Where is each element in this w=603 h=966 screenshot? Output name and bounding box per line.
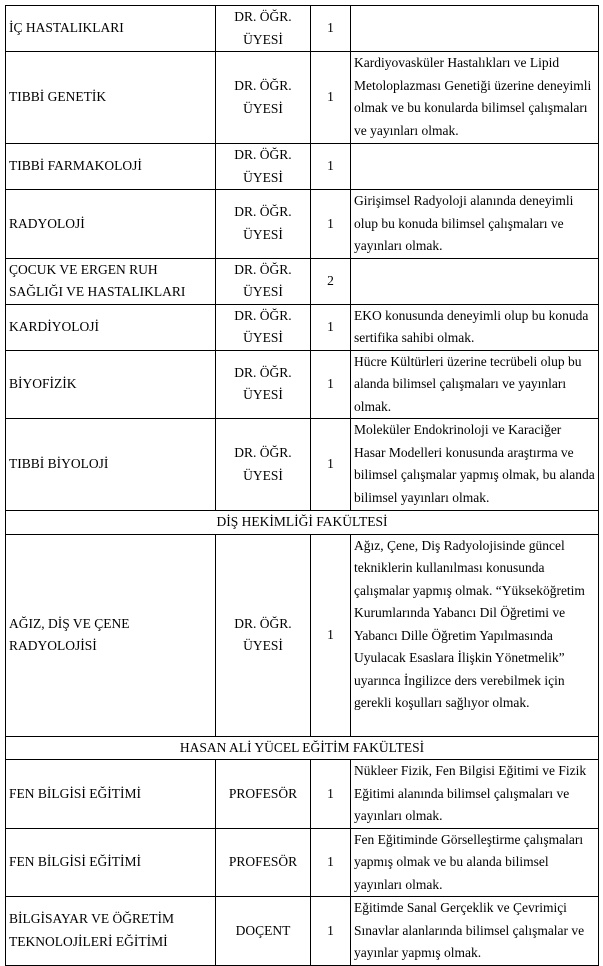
table-row xyxy=(6,760,599,829)
requirement-cell xyxy=(351,144,599,190)
title-cell: DR. ÖĞR. ÜYESİ xyxy=(216,144,311,190)
table-row xyxy=(6,828,599,897)
positions-table xyxy=(5,5,599,966)
requirement-cell: Nükleer Fizik, Fen Bilgisi Eğitimi ve Fizik Eğitimi alanında bilimsel çalışmaları ve yayınları olmak. xyxy=(351,760,599,829)
department-cell: RADYOLOJİ xyxy=(6,190,216,259)
title-cell: DOÇENT xyxy=(216,897,311,966)
count-cell: 1 xyxy=(311,52,351,144)
department-cell: FEN BİLGİSİ EĞİTİMİ xyxy=(6,828,216,897)
requirement-cell: Girişimsel Radyoloji alanında deneyimli olup bu konuda bilimsel çalışmaları ve yayınları olmak. xyxy=(351,190,599,259)
department-cell: ÇOCUK VE ERGEN RUH SAĞLIĞI VE HASTALIKLARI xyxy=(6,258,216,304)
requirement-cell: Eğitimde Sanal Gerçeklik ve Çevrimiçi Sınavlar alanlarında bilimsel çalışmalar ve yayınlar yapmış olmak. xyxy=(351,897,599,966)
requirement-cell xyxy=(351,258,599,304)
requirement-cell: Kardiyovasküler Hastalıkları ve Lipid Metoloplazması Genetiği üzerine deneyimli olmak ve bu konularda bilimsel çalışmaları ve yayınları olmak. xyxy=(351,52,599,144)
count-cell: 1 xyxy=(311,190,351,259)
count-cell: 1 xyxy=(311,760,351,829)
title-cell: DR. ÖĞR. ÜYESİ xyxy=(216,6,311,52)
title-cell: DR. ÖĞR. ÜYESİ xyxy=(216,419,311,511)
count-cell: 1 xyxy=(311,534,351,736)
department-cell: BİLGİSAYAR VE ÖĞRETİM TEKNOLOJİLERİ EĞİTİMİ xyxy=(6,897,216,966)
title-cell: PROFESÖR xyxy=(216,760,311,829)
table-row xyxy=(6,6,599,52)
title-cell: DR. ÖĞR. ÜYESİ xyxy=(216,258,311,304)
section-title: HASAN ALİ YÜCEL EĞİTİM FAKÜLTESİ xyxy=(6,736,599,760)
section-header-row xyxy=(6,511,599,535)
department-cell: KARDİYOLOJİ xyxy=(6,304,216,350)
table-row xyxy=(6,350,599,419)
table-row xyxy=(6,144,599,190)
count-cell: 1 xyxy=(311,304,351,350)
department-cell: FEN BİLGİSİ EĞİTİMİ xyxy=(6,760,216,829)
department-cell: TIBBİ GENETİK xyxy=(6,52,216,144)
section-title: DİŞ HEKİMLİĞİ FAKÜLTESİ xyxy=(6,511,599,535)
department-cell: TIBBİ FARMAKOLOJİ xyxy=(6,144,216,190)
department-cell: AĞIZ, DİŞ VE ÇENE RADYOLOJİSİ xyxy=(6,534,216,736)
title-cell: DR. ÖĞR. ÜYESİ xyxy=(216,350,311,419)
department-cell: TIBBİ BİYOLOJİ xyxy=(6,419,216,511)
title-cell: PROFESÖR xyxy=(216,828,311,897)
count-cell: 1 xyxy=(311,828,351,897)
table-row xyxy=(6,52,599,144)
count-cell: 1 xyxy=(311,897,351,966)
requirement-cell: Fen Eğitiminde Görselleştirme çalışmaları yapmış olmak ve bu alanda bilimsel yayınları olmak. xyxy=(351,828,599,897)
count-cell: 1 xyxy=(311,350,351,419)
department-cell: BİYOFİZİK xyxy=(6,350,216,419)
title-cell: DR. ÖĞR. ÜYESİ xyxy=(216,304,311,350)
title-cell: DR. ÖĞR. ÜYESİ xyxy=(216,190,311,259)
requirement-cell: Ağız, Çene, Diş Radyolojisinde güncel tekniklerin kullanılması konusunda çalışmalar yapmış olmak. “Yükseköğretim Kurumlarında Yabancı Dil Öğretimi ve Yabancı Dille Öğretim Yapılmasında Uyulacak Esaslara İlişkin Yönetmelik” uyarınca İngilizce ders verebilmek için gerekli koşulları sağlıyor olmak. xyxy=(351,534,599,736)
requirement-cell: EKO konusunda deneyimli olup bu konuda sertifika sahibi olmak. xyxy=(351,304,599,350)
department-cell: İÇ HASTALIKLARI xyxy=(6,6,216,52)
table-row xyxy=(6,190,599,259)
table-row xyxy=(6,534,599,736)
table-row xyxy=(6,258,599,304)
count-cell: 2 xyxy=(311,258,351,304)
count-cell: 1 xyxy=(311,6,351,52)
table-row xyxy=(6,304,599,350)
requirement-cell: Moleküler Endokrinoloji ve Karaciğer Hasar Modelleri konusunda araştırma ve bilimsel çalışmalar yapmış olmak, bu alanda bilimsel yayınları olmak. xyxy=(351,419,599,511)
requirement-cell: Hücre Kültürleri üzerine tecrübeli olup bu alanda bilimsel çalışmaları ve yayınları olmak. xyxy=(351,350,599,419)
count-cell: 1 xyxy=(311,419,351,511)
requirement-cell xyxy=(351,6,599,52)
section-header-row xyxy=(6,736,599,760)
title-cell: DR. ÖĞR. ÜYESİ xyxy=(216,534,311,736)
table-row xyxy=(6,897,599,966)
count-cell: 1 xyxy=(311,144,351,190)
title-cell: DR. ÖĞR. ÜYESİ xyxy=(216,52,311,144)
table-row xyxy=(6,419,599,511)
